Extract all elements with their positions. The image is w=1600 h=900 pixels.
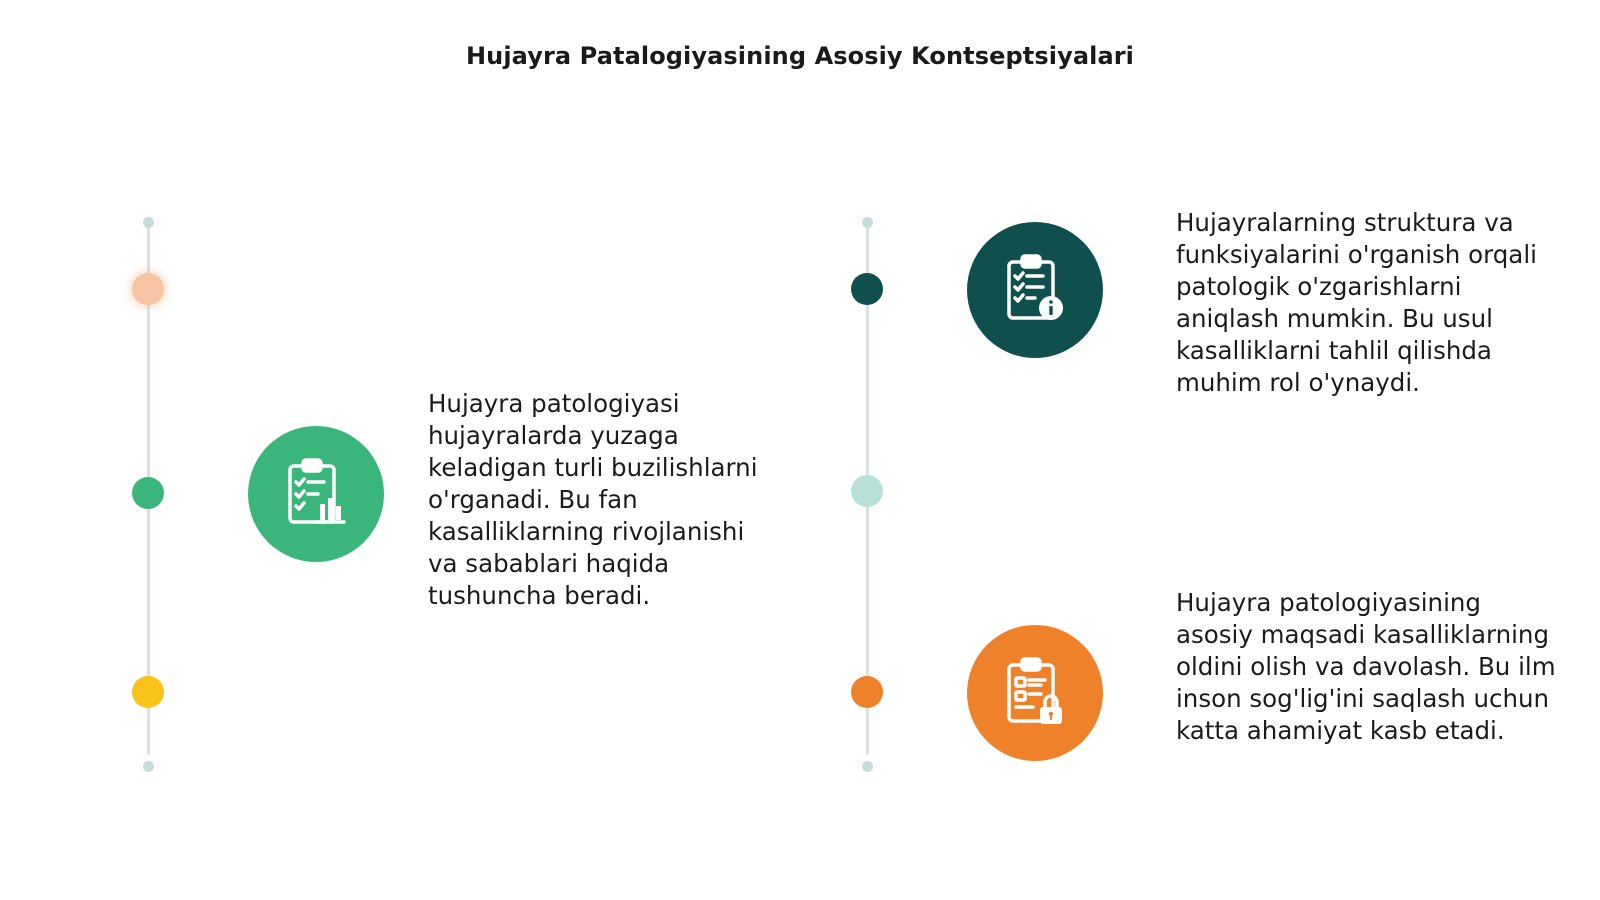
left-timeline-bottom-cap [143, 761, 154, 772]
clipboard-info-icon [967, 222, 1103, 358]
right-timeline-top-cap [862, 217, 873, 228]
left-marker-yellow [132, 676, 164, 708]
right-marker-pale-teal [851, 475, 883, 507]
concept-text-2: Hujayralarning struktura va funksiyalarini o'rganish orqali patologik o'zgarishlarni aniqlash mumkin. Bu usul kasalliklarni tahlil qilishda muhim rol o'ynaydi. [1176, 208, 1537, 397]
right-timeline-bottom-cap [862, 761, 873, 772]
clipboard-chart-icon [248, 426, 384, 562]
left-marker-green [132, 477, 164, 509]
right-marker-orange [851, 676, 883, 708]
left-marker-peach [132, 273, 164, 305]
diagram-title: Hujayra Patalogiyasining Asosiy Kontseptsiyalari [465, 42, 1135, 70]
right-marker-dark-teal [851, 273, 883, 305]
concept-text-1: Hujayra patologiyasi hujayralarda yuzaga keladigan turli buzilishlarni o'rganadi. Bu fan kasalliklarning rivojlanishi va sabablari haqida tushuncha beradi. [428, 389, 758, 610]
concept-text-3: Hujayra patologiyasining asosiy maqsadi kasalliklarning oldini olish va davolash. Bu ilm inson sog'lig'ini saqlash uchun katta ahamiyat kasb etadi. [1176, 588, 1556, 745]
clipboard-lock-icon [967, 625, 1103, 761]
left-timeline-top-cap [143, 217, 154, 228]
